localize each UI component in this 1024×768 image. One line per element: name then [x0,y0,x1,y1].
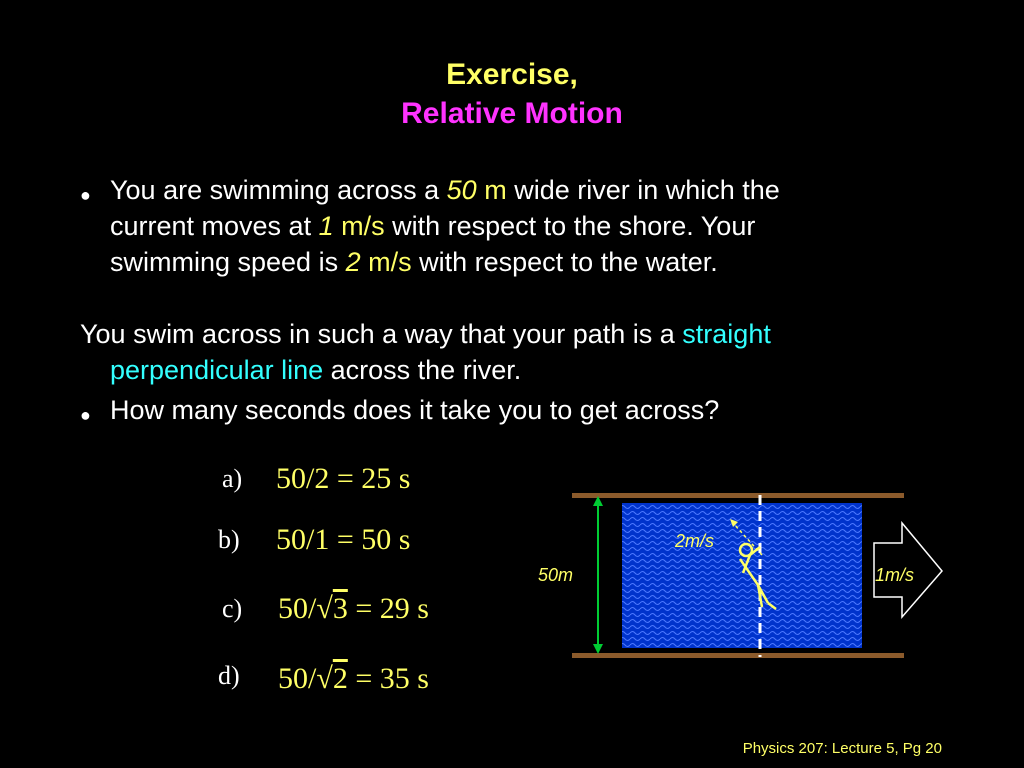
bullet-dot: ● [80,405,91,425]
current-speed-label: 1m/s [875,565,915,585]
highlight-perpendicular-line: perpendicular line [110,355,324,385]
text-run: swimming speed is [110,247,346,277]
eq-divisor: 1 [314,523,330,556]
slide-title: Exercise, [446,58,578,91]
option-a-equation: 50/2 = 25 s [276,462,411,495]
text-run: with respect to the shore. Your [384,211,756,241]
current-speed-unit: m/s [333,211,385,241]
eq-numerator: 50 [278,592,308,625]
width-label: 50m [538,565,574,585]
option-d-equation: 50/√2 = 35 s [278,662,429,695]
question: How many seconds does it take you to get across? [110,395,720,425]
eq-result: = 29 s [355,592,429,625]
text-run: across the river. [323,355,522,385]
river-bank-top [572,493,904,498]
eq-divisor: 2 [314,462,330,495]
text-run: You are swimming across a [110,175,447,205]
text-run: with respect to the water. [411,247,718,277]
swim-speed-unit: m/s [360,247,412,277]
highlight-straight: straight [682,319,771,349]
slide-footer: Physics 207: Lecture 5, Pg 20 [742,740,942,757]
eq-radicand: 3 [332,592,348,625]
text-run: You swim across in such a way that your path is a [80,319,683,349]
current-speed-value: 1 [318,211,334,241]
river-water [622,503,862,648]
eq-numerator: 50 [276,523,306,556]
text-run: wide river in which the [506,175,780,205]
swim-speed-value: 2 [345,247,361,277]
slide-subtitle: Relative Motion [401,97,623,130]
river-width-value: 50 [446,175,477,205]
river-bank-bottom [572,653,904,658]
problem-statement [110,172,990,280]
option-b-equation: 50/1 = 50 s [276,523,411,556]
eq-result: = 35 s [355,662,429,695]
option-c-equation: 50/√3 = 29 s [278,592,429,625]
option-d-label: d) [218,661,240,690]
eq-numerator: 50 [278,662,308,695]
eq-result: = 25 s [336,462,411,495]
river-diagram [530,485,970,675]
option-c-label: c) [222,594,243,623]
option-b-label: b) [218,525,240,554]
swim-speed-label: 2m/s [675,531,715,551]
eq-result: = 50 s [336,523,411,556]
text-run: current moves at [110,211,319,241]
river-width-unit: m [476,175,507,205]
bullet-dot: ● [80,185,91,205]
eq-radicand: 2 [332,662,348,695]
path-condition [80,316,980,388]
eq-numerator: 50 [276,462,306,495]
option-a-label: a) [222,464,243,493]
